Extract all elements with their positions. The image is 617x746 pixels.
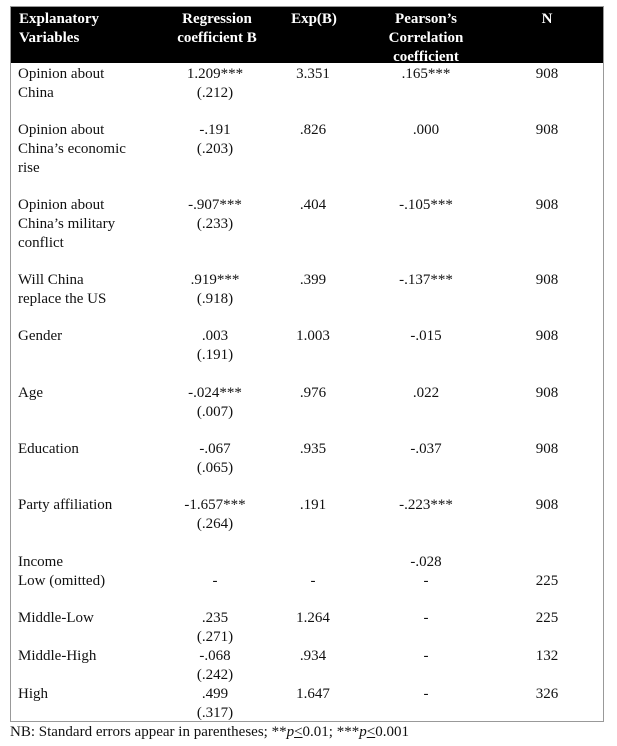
row-label: Middle-High: [18, 648, 97, 664]
n-cell: 326: [535, 686, 559, 702]
n-cell: 908: [535, 385, 559, 401]
row-label: Income: [18, 554, 63, 570]
row-label: Opinion about China’s economic rise: [18, 122, 126, 176]
expb-cell: 1.264: [296, 610, 330, 626]
coefficient-cell: -.191 (.203): [196, 122, 234, 157]
coefficient-cell: .235 (.271): [196, 610, 234, 645]
n-cell: 908: [535, 272, 559, 288]
row-label: Gender: [18, 328, 63, 344]
expb-cell: 1.647: [296, 686, 330, 702]
n-cell: 225: [535, 573, 559, 589]
n-cell: 908: [535, 497, 559, 513]
expb-cell: 1.003: [296, 328, 330, 344]
coefficient-cell: -: [212, 573, 218, 589]
expb-cell: .404: [299, 197, 327, 213]
n-cell: 908: [535, 66, 559, 82]
row-label: High: [18, 686, 48, 702]
pearson-cell: -: [423, 686, 429, 702]
coefficient-cell: .499 (.317): [196, 686, 234, 721]
expb-cell: .934: [299, 648, 327, 664]
coefficient-cell: -.907*** (.233): [188, 197, 242, 232]
pearson-cell: -: [423, 648, 429, 664]
expb-cell: -: [310, 573, 316, 589]
coefficient-cell: -1.657*** (.264): [184, 497, 246, 532]
pearson-cell: .022: [412, 385, 440, 401]
n-cell: 908: [535, 328, 559, 344]
pearson-cell: -.137***: [399, 272, 453, 288]
n-cell: 225: [535, 610, 559, 626]
pearson-cell: -: [423, 610, 429, 626]
coefficient-cell: .003 (.191): [196, 328, 234, 363]
coefficient-cell: -.067 (.065): [196, 441, 234, 476]
row-label: Will China replace the US: [18, 272, 107, 307]
pearson-cell: -.223***: [399, 497, 453, 513]
pearson-cell: -.015: [410, 328, 442, 344]
expb-cell: .935: [299, 441, 327, 457]
header-expb: Exp(B): [291, 11, 337, 27]
row-label: Low (omitted): [18, 573, 106, 589]
pearson-cell: -.037: [410, 441, 442, 457]
header-explanatory-variables: Explanatory Variables: [19, 11, 100, 46]
expb-cell: .826: [299, 122, 327, 138]
row-label: Opinion about China: [18, 66, 105, 101]
coefficient-cell: -.068 (.242): [196, 648, 234, 683]
n-cell: 908: [535, 122, 559, 138]
pearson-cell: -.105***: [399, 197, 453, 213]
coefficient-cell: 1.209*** (.212): [186, 66, 244, 101]
pearson-cell: .000: [412, 122, 440, 138]
table-header: [11, 7, 603, 63]
n-cell: 132: [535, 648, 559, 664]
row-label: Middle-Low: [18, 610, 94, 626]
header-pearson: Pearson’s Correlation coefficient: [388, 11, 464, 65]
n-cell: 908: [535, 197, 559, 213]
n-cell: 908: [535, 441, 559, 457]
pearson-cell: -: [423, 573, 429, 589]
row-label: Education: [18, 441, 79, 457]
expb-cell: .191: [299, 497, 327, 513]
coefficient-cell: -.024*** (.007): [188, 385, 242, 420]
header-regression-coefficient: Regression coefficient B: [177, 11, 257, 46]
row-label: Opinion about China’s military conflict: [18, 197, 116, 251]
regression-table: [10, 6, 604, 722]
header-n: N: [541, 11, 553, 27]
pearson-cell: -.028: [410, 554, 442, 570]
row-label: Party affiliation: [18, 497, 113, 513]
table-footnote: NB: Standard errors appear in parentheses; **p<0.01; ***p<0.001: [10, 724, 409, 740]
expb-cell: .399: [299, 272, 327, 288]
pearson-cell: .165***: [401, 66, 451, 82]
coefficient-cell: .919*** (.918): [190, 272, 240, 307]
row-label: Age: [18, 385, 43, 401]
expb-cell: 3.351: [296, 66, 330, 82]
expb-cell: .976: [299, 385, 327, 401]
